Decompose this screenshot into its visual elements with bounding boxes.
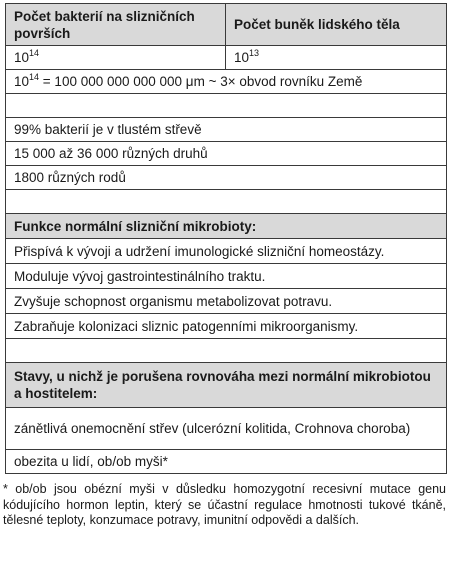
- bacteria-count-exponent: 14: [29, 47, 40, 58]
- bacteria-count-cell: [6, 46, 226, 70]
- header-human-cells: Počet buněk lidského těla: [226, 4, 447, 46]
- disorders-heading: Stavy, u nichž je porušena rovnováha mezi normální mikrobiotou a hostitelem:: [6, 363, 447, 408]
- human-cells-base: 10: [234, 50, 250, 65]
- spacer-row: [6, 190, 447, 214]
- counts-row: [6, 46, 447, 70]
- fact-item: 1800 různých rodů: [6, 166, 447, 190]
- header-row: [6, 4, 447, 46]
- disorder-row: [6, 450, 447, 474]
- spacer-cell: [6, 339, 447, 363]
- fact-row: [6, 166, 447, 190]
- functions-heading-row: [6, 214, 447, 239]
- function-item: Zvyšuje schopnost organismu metabolizovat potravu.: [6, 289, 447, 314]
- equation-base: 10: [14, 74, 30, 89]
- equation-exponent: 14: [29, 71, 40, 82]
- function-item: Moduluje vývoj gastrointestinálního traktu.: [6, 264, 447, 289]
- disorder-item: obezita u lidí, ob/ob myši*: [6, 450, 447, 474]
- spacer-row: [6, 339, 447, 363]
- disorder-item: zánětlivá onemocnění střev (ulcerózní kolitida, Crohnova choroba): [6, 408, 447, 450]
- header-bacteria-count: Počet bakterií na slizničních površích: [6, 4, 226, 46]
- disorder-row: [6, 408, 447, 450]
- equation-row: [6, 70, 447, 94]
- fact-item: 99% bakterií je v tlustém střevě: [6, 118, 447, 142]
- function-row: [6, 264, 447, 289]
- footnote: * ob/ob jsou obézní myši v důsledku homozygotní recesivní mutace genu kódujícího hormon leptin, který se účastní regulace hmotnosti tukové tkáně, tělesné teploty, konzumace potravy, imunitní odpovědi a dalších.: [3, 482, 446, 527]
- equation-text: = 100 000 000 000 000 μm ~ 3× obvod rovníku Země: [39, 74, 363, 89]
- fact-row: [6, 142, 447, 166]
- fact-item: 15 000 až 36 000 různých druhů: [6, 142, 447, 166]
- function-item: Přispívá k vývoji a udržení imunologické slizniční homeostázy.: [6, 239, 447, 264]
- microbiota-table: [5, 3, 447, 474]
- spacer-row: [6, 94, 447, 118]
- bacteria-count-base: 10: [14, 50, 30, 65]
- equation-cell: [6, 70, 447, 94]
- human-cells-cell: [226, 46, 447, 70]
- spacer-cell: [6, 94, 447, 118]
- functions-heading: Funkce normální slizniční mikrobioty:: [6, 214, 447, 239]
- disorders-heading-row: [6, 363, 447, 408]
- fact-row: [6, 118, 447, 142]
- spacer-cell: [6, 190, 447, 214]
- human-cells-exponent: 13: [249, 47, 260, 58]
- function-row: [6, 239, 447, 264]
- function-row: [6, 314, 447, 339]
- function-item: Zabraňuje kolonizaci sliznic patogenními mikroorganismy.: [6, 314, 447, 339]
- function-row: [6, 289, 447, 314]
